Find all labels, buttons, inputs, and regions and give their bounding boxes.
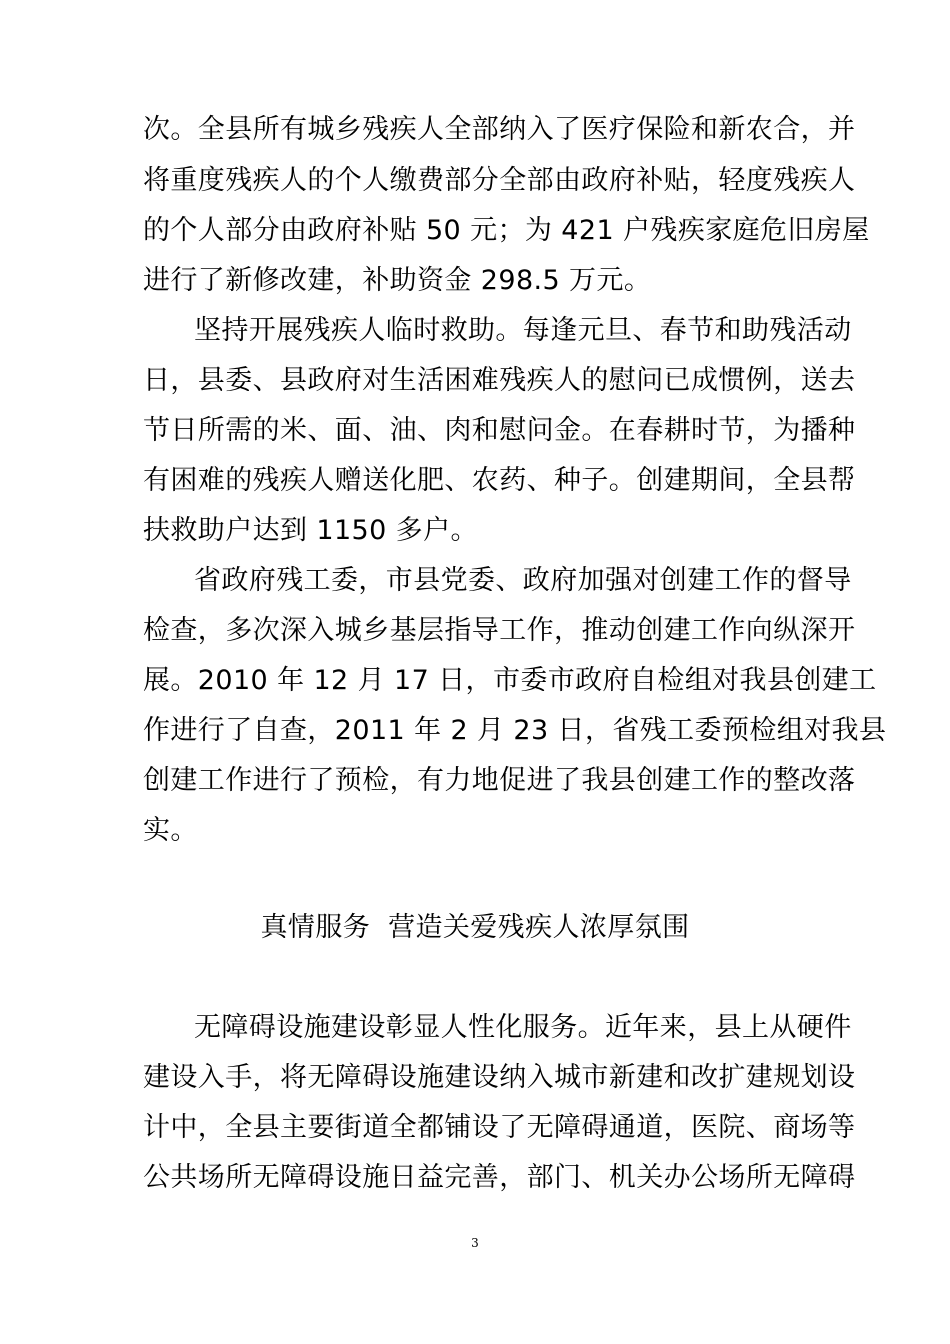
paragraph-line: 计中，全县主要街道全都铺设了无障碍通道，医院、商场等 bbox=[143, 1112, 856, 1143]
paragraph-line: 公共场所无障碍设施日益完善，部门、机关办公场所无障碍 bbox=[143, 1162, 856, 1193]
paragraph-line: 日，县委、县政府对生活困难残疾人的慰问已成惯例，送去 bbox=[143, 365, 856, 396]
paragraph-line: 创建工作进行了预检，有力地促进了我县创建工作的整改落 bbox=[143, 765, 856, 796]
paragraph-line: 展。2010 年 12 月 17 日，市委市政府自检组对我县创建工 bbox=[143, 665, 877, 696]
paragraph-line: 无障碍设施建设彰显人性化服务。近年来，县上从硬件 bbox=[194, 1012, 852, 1043]
paragraph-line: 省政府残工委，市县党委、政府加强对创建工作的督导 bbox=[194, 565, 852, 596]
paragraph-line: 扶救助户达到 1150 多户。 bbox=[143, 515, 478, 546]
paragraph-line: 将重度残疾人的个人缴费部分全部由政府补贴，轻度残疾人 bbox=[143, 165, 856, 196]
paragraph-line: 建设入手，将无障碍设施建设纳入城市新建和改扩建规划设 bbox=[143, 1062, 856, 1093]
page-number: 3 bbox=[471, 1236, 479, 1250]
paragraph-line: 次。全县所有城乡残疾人全部纳入了医疗保险和新农合，并 bbox=[143, 114, 856, 145]
paragraph-line: 进行了新修改建，补助资金 298.5 万元。 bbox=[143, 265, 652, 296]
paragraph-line: 实。 bbox=[143, 815, 198, 846]
paragraph-line: 作进行了自查，2011 年 2 月 23 日，省残工委预检组对我县 bbox=[143, 715, 887, 746]
paragraph-line: 坚持开展残疾人临时救助。每逢元旦、春节和助残活动 bbox=[194, 315, 852, 346]
paragraph-line: 节日所需的米、面、油、肉和慰问金。在春耕时节，为播种 bbox=[143, 415, 856, 446]
paragraph-line: 的个人部分由政府补贴 50 元；为 421 户残疾家庭危旧房屋 bbox=[143, 215, 870, 246]
section-heading: 真情服务 营造关爱残疾人浓厚氛围 bbox=[260, 912, 690, 943]
paragraph-line: 有困难的残疾人赠送化肥、农药、种子。创建期间，全县帮 bbox=[143, 465, 856, 496]
paragraph-line: 检查，多次深入城乡基层指导工作，推动创建工作向纵深开 bbox=[143, 615, 856, 646]
